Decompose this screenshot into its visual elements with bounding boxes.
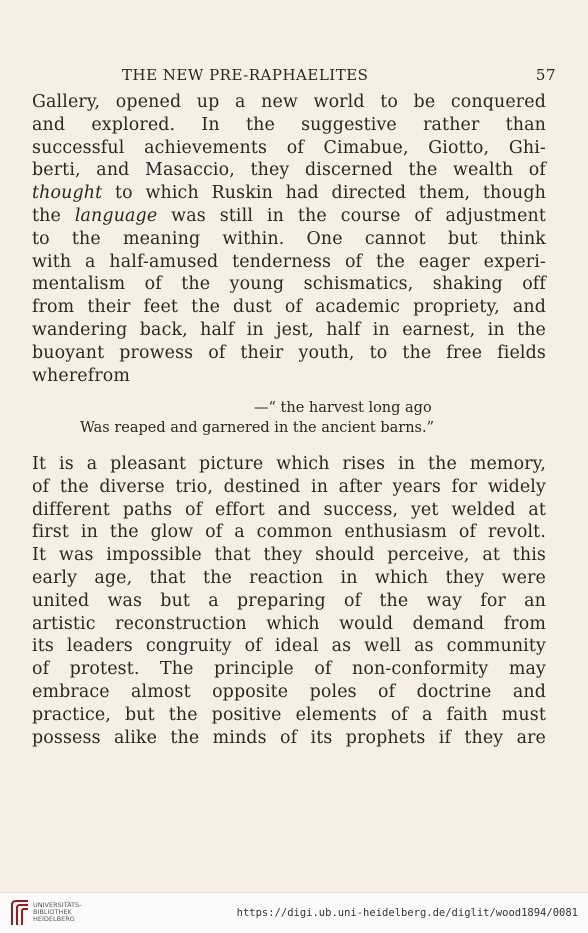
italic-word-thought: thought: [32, 183, 103, 204]
text-line: united was but a preparing of the way for an: [32, 590, 546, 611]
text-line: with a half-amused tenderness of the eager experi-: [32, 251, 546, 272]
running-title: THE NEW PRE-RAPHAELITES: [122, 66, 369, 84]
text-line: wandering back, half in jest, half in earnest, in the: [32, 319, 546, 340]
text-line: and explored. In the suggestive rather than: [32, 114, 546, 135]
text-line: first in the glow of a common enthusiasm of revolt.: [32, 522, 546, 543]
text-fragment: was still in the course of adjustment: [157, 205, 546, 226]
text-line: of protest. The principle of non-conformity may: [32, 659, 546, 680]
footer-bar: [0, 892, 588, 933]
text-line: mentalism of the young schismatics, shaking off: [32, 274, 546, 295]
quote-line-2: Was reaped and garnered in the ancient barns.”: [80, 420, 435, 436]
text-line: different paths of effort and success, yet welded at: [32, 499, 546, 520]
text-line: [32, 182, 546, 205]
text-line: practice, but the positive elements of a faith must: [32, 704, 546, 725]
library-name: [33, 902, 82, 923]
text-line: artistic reconstruction which would demand from: [32, 613, 546, 634]
library-name-line: UNIVERSITÄTS-: [33, 901, 82, 909]
text-line: berti, and Masaccio, they discerned the wealth of: [32, 160, 546, 181]
text-line: from their feet the dust of academic propriety, and: [32, 297, 546, 318]
verse-quote: [32, 398, 546, 438]
text-line: It was impossible that they should perceive, at this: [32, 545, 546, 566]
library-name-line: BIBLIOTHEK: [33, 908, 72, 916]
paragraph-2: [32, 453, 546, 749]
text-line: wherefrom: [32, 365, 131, 386]
text-line: to the meaning within. One cannot but think: [32, 228, 546, 249]
source-url-link[interactable]: https://digi.ub.uni-heidelberg.de/diglit/wood1894/0081: [236, 907, 578, 919]
text-line: successful achievements of Cimabue, Giotto, Ghi-: [32, 137, 546, 158]
italic-word-language: language: [74, 205, 158, 226]
text-fragment: to which Ruskin had directed them, though: [102, 183, 546, 204]
library-name-line: HEIDELBERG: [33, 915, 75, 923]
text-line: buoyant prowess of their youth, to the free fields: [32, 342, 546, 363]
text-line: embrace almost opposite poles of doctrine and: [32, 681, 546, 702]
text-line: of the diverse trio, destined in after years for widely: [32, 476, 546, 497]
running-header: [32, 66, 556, 86]
page-number: 57: [535, 66, 556, 84]
quote-line-1: —“ the harvest long ago: [254, 400, 432, 416]
paragraph-1: [32, 91, 546, 387]
text-line: its leaders congruity of ideal as well as community: [32, 636, 546, 657]
text-line: possess alike the minds of its prophets if they are: [32, 727, 546, 748]
text-line: It is a pleasant picture which rises in the memory,: [32, 454, 546, 474]
text-line: [32, 205, 546, 228]
text-line: Gallery, opened up a new world to be conquered: [32, 92, 546, 112]
text-line: early age, that the reaction in which they were: [32, 567, 546, 588]
text-fragment: the: [32, 205, 75, 226]
